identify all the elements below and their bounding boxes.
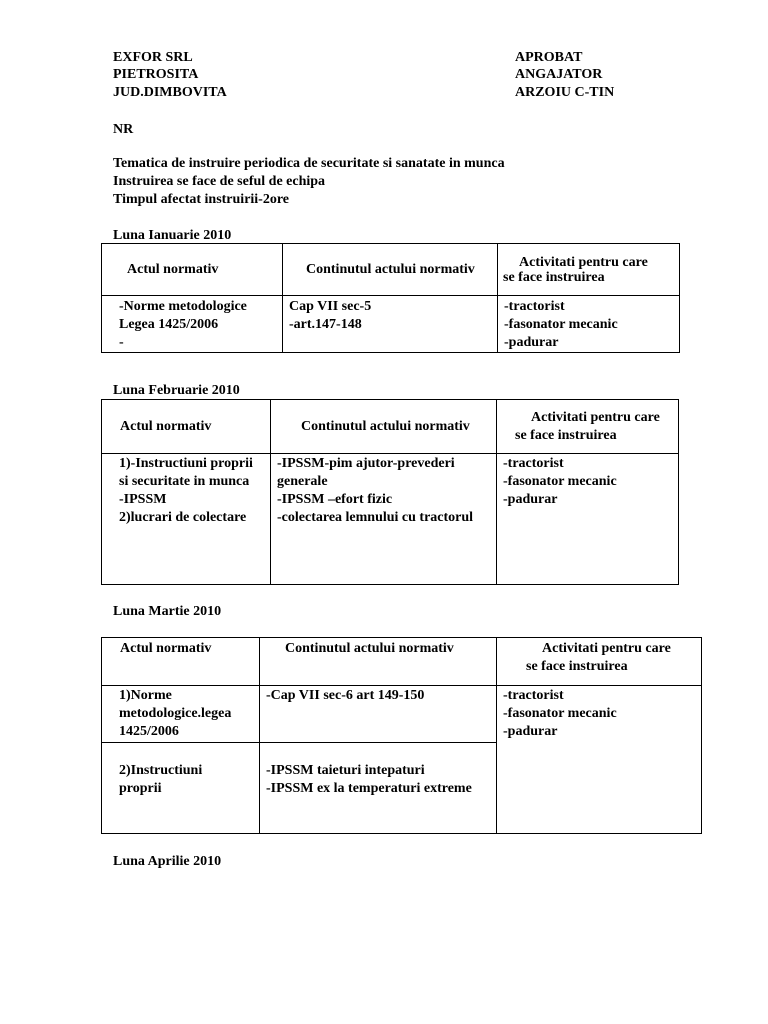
cell-line: proprii (119, 781, 162, 796)
header-text: Actul normativ (127, 261, 219, 277)
document-number-label: NR (113, 122, 134, 137)
intro-instructor: Instruirea se face de seful de echipa (113, 174, 326, 189)
cell-line: -IPSSM –efort fizic (277, 492, 393, 507)
cell-act (102, 296, 283, 353)
cell-line: -tractorist (504, 299, 565, 314)
cell-content (260, 686, 497, 743)
cell-line: - (119, 335, 124, 350)
table-header-row (102, 244, 680, 296)
header-cell-activities (498, 244, 680, 296)
table-january (101, 243, 680, 353)
section-title-january: Luna Ianuarie 2010 (113, 228, 232, 243)
table-march (101, 637, 702, 834)
header-text: Actul normativ (120, 418, 212, 434)
cell-act (102, 743, 260, 834)
table-header-row (102, 400, 679, 454)
cell-activities (497, 686, 702, 834)
approval-role: ANGAJATOR (515, 67, 603, 82)
header-text: se face instruirea (515, 427, 617, 443)
cell-line: -IPSSM-pim ajutor-prevederi (277, 456, 455, 471)
cell-line: 2)Instructiuni (119, 763, 203, 778)
cell-line: -padurar (504, 335, 559, 350)
header-text: Actul normativ (120, 641, 212, 656)
cell-content (271, 454, 497, 585)
header-cell-content (271, 400, 497, 454)
header-cell-act (102, 244, 283, 296)
cell-line: -IPSSM (119, 492, 167, 507)
header-cell-activities (497, 400, 679, 454)
header-cell-activities (497, 638, 702, 686)
cell-line: -fasonator mecanic (503, 706, 617, 721)
header-text: Continutul actului normativ (306, 261, 475, 277)
cell-line: si securitate in munca (119, 474, 250, 489)
cell-content (283, 296, 498, 353)
cell-line: -art.147-148 (289, 317, 362, 332)
cell-line: 1425/2006 (119, 724, 179, 739)
intro-title: Tematica de instruire periodica de securitate si sanatate in munca (113, 156, 505, 171)
cell-line: -padurar (503, 492, 558, 507)
header-text: Activitati pentru care (519, 254, 648, 270)
cell-line: generale (277, 474, 328, 489)
cell-act (102, 454, 271, 585)
cell-line: 1)-Instructiuni proprii (119, 456, 253, 471)
section-title-april: Luna Aprilie 2010 (113, 854, 222, 869)
cell-line: -fasonator mecanic (503, 474, 617, 489)
cell-content (260, 743, 497, 834)
approval-label: APROBAT (515, 50, 583, 65)
company-name: EXFOR SRL (113, 50, 193, 65)
cell-line: -tractorist (503, 688, 564, 703)
header-text: Activitati pentru care (531, 409, 660, 425)
cell-line: 2)lucrari de colectare (119, 510, 247, 525)
table-february (101, 399, 679, 585)
cell-line: -Norme metodologice (119, 299, 247, 314)
company-county: JUD.DIMBOVITA (113, 85, 227, 100)
approval-name: ARZOIU C-TIN (515, 85, 615, 100)
cell-line: -IPSSM ex la temperaturi extreme (266, 781, 472, 796)
cell-line: -tractorist (503, 456, 564, 471)
cell-line: Cap VII sec-5 (289, 299, 372, 314)
section-title-february: Luna Februarie 2010 (113, 383, 240, 398)
cell-line: 1)Norme (119, 688, 172, 703)
header-text: se face instruirea (503, 269, 605, 285)
cell-line: -fasonator mecanic (504, 317, 618, 332)
header-text: Activitati pentru care (542, 641, 671, 656)
cell-activities (498, 296, 680, 353)
cell-line: metodologice.legea (119, 706, 232, 721)
intro-duration: Timpul afectat instruirii-2ore (113, 192, 290, 207)
header-text: Continutul actului normativ (285, 641, 454, 656)
table-header-row (102, 638, 702, 686)
company-locality: PIETROSITA (113, 67, 199, 82)
table-row (102, 686, 702, 743)
table-row (102, 296, 680, 353)
header-cell-act (102, 638, 260, 686)
cell-line: -padurar (503, 724, 558, 739)
header-text: Continutul actului normativ (301, 418, 470, 434)
cell-line: -IPSSM taieturi intepaturi (266, 763, 425, 778)
header-cell-act (102, 400, 271, 454)
cell-line: -Cap VII sec-6 art 149-150 (266, 688, 425, 703)
section-title-march: Luna Martie 2010 (113, 604, 222, 619)
cell-line: Legea 1425/2006 (119, 317, 219, 332)
cell-line: -colectarea lemnului cu tractorul (277, 510, 474, 525)
cell-act (102, 686, 260, 743)
table-row (102, 454, 679, 585)
header-cell-content (260, 638, 497, 686)
header-cell-content (283, 244, 498, 296)
header-text: se face instruirea (526, 659, 628, 674)
cell-activities (497, 454, 679, 585)
